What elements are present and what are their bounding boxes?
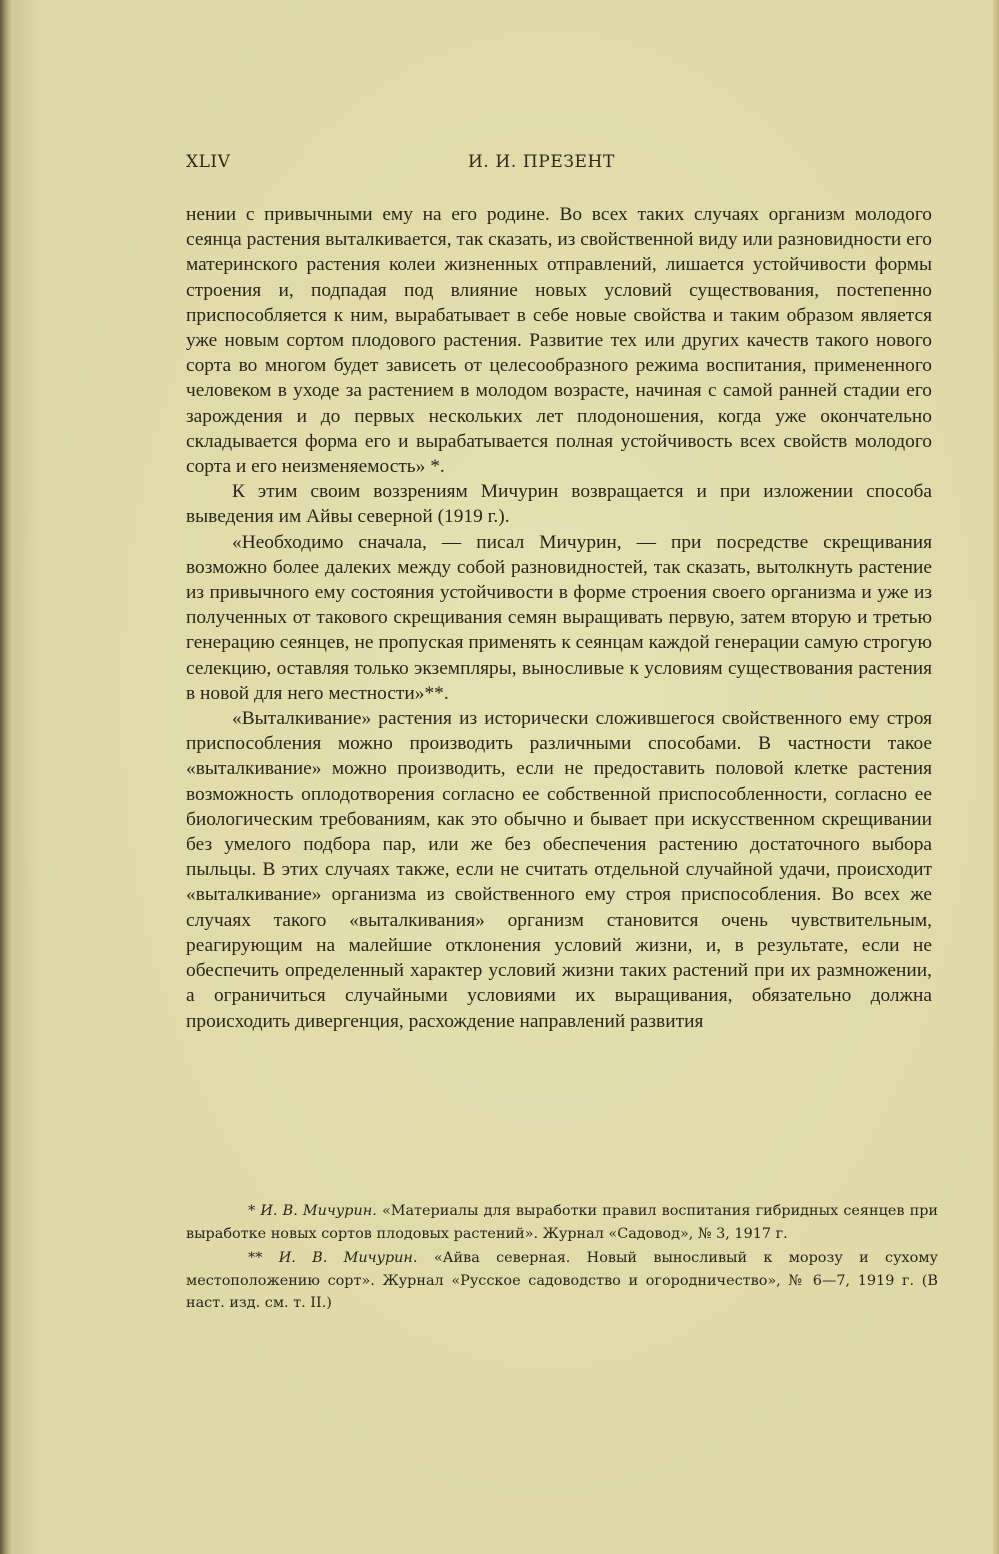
paragraph: К этим своим воззрениям Мичурин возвращается и при изложении способа выведения им Айвы северной (1919 г.). <box>186 481 932 528</box>
footnote-mark: * <box>248 1203 256 1219</box>
paragraph-continuation: нении с привычными ему на его родине. Во всех таких случаях организм молодого сеянца растения выталкивается, так сказать, из свойственной виду или разновидности его материнского растения колеи жизненных отправлений, лишается устойчивости формы строения и, подпадая под влияние новых условий существования, постепенно приспособляется к ним, вырабатывает в себе новые свойства и таким образом является уже новым сортом плодового растения. Развитие тех или других качеств такого нового сорта во многом будет зависеть от целесообразного режима воспитания, примененного человеком в уходе за растением в молодом возрасте, начиная с самой ранней стадии его зарождения и до первых нескольких лет плодоношения, когда уже окончательно складывается форма его и вырабатывается полная устойчивость всех свойств молодого сорта и его неизменяемость» *. <box>186 204 932 478</box>
paragraph: «Выталкивание» растения из исторически сложившегося свойственного ему строя приспособления можно производить различными способами. В частности такое «выталкивание» можно производить, если не предоставить половой клетке растения возможность оплодотворения согласно ее собственной приспособленности, согласно ее биологическим требованиям, как это обычно и бывает при искусственном скрещивании без умелого подбора пар, или же без обеспечения растению достаточного выбора пыльцы. В этих случаях также, если не считать отдельной случайной удачи, происходит «выталкивание» организма из свойственного ему строя приспособления. Во всех же случаях такого «выталкивания» организм становится очень чувствительным, реагирующим на малейшие отклонения условий жизни, и, в результате, если не обеспечить определенный характер условий жизни таких растений при их размножении, а ограничиться случайными условиями их выращивания, обязательно должна происходить дивергенция, расхождение направлений развития <box>186 708 932 1032</box>
footnote <box>186 1247 938 1315</box>
footnote-author: И. В. Мичурин. <box>260 1203 377 1219</box>
footnote-text: «Материалы для выработки правил воспитания гибридных сеянцев при выработке новых сортов плодовых растений». Журнал «Садовод», № 3, 1917 г. <box>186 1203 939 1242</box>
footnotes <box>186 1200 938 1317</box>
page-header <box>186 152 932 180</box>
running-title: И. И. ПРЕЗЕНТ <box>468 152 615 172</box>
footnote-author: И. В. Мичурин. <box>278 1250 418 1266</box>
page-binding-edge <box>0 0 14 1554</box>
page-outer-edge <box>993 0 999 1554</box>
page-number: XLIV <box>186 152 231 172</box>
footnote-mark: ** <box>248 1250 263 1266</box>
paragraph-quote: «Необходимо сначала, — писал Мичурин, — при посредстве скрещивания возможно более далеких между собой разновидностей, так сказать, вытолкнуть растение из привычного ему состояния устойчивости в форме строения своего организма и уже из полученных от такового скрещивания семян выращивать первую, затем вторую и третью генерацию сеянцев, не пропуская применять к сеянцам каждой генерации самую строгую селекцию, оставляя только экземпляры, выносливые к условиям существования растения в новой для него местности»**. <box>186 531 932 704</box>
footnote <box>186 1200 938 1245</box>
footnote-text: «Айва северная. Новый выносливый к морозу и сухому местоположению сорт». Журнал «Русское садоводство и огородничество», № 6—7, 1919 г. (В наст. изд. см. т. II.) <box>186 1250 938 1311</box>
main-text <box>186 202 932 1034</box>
